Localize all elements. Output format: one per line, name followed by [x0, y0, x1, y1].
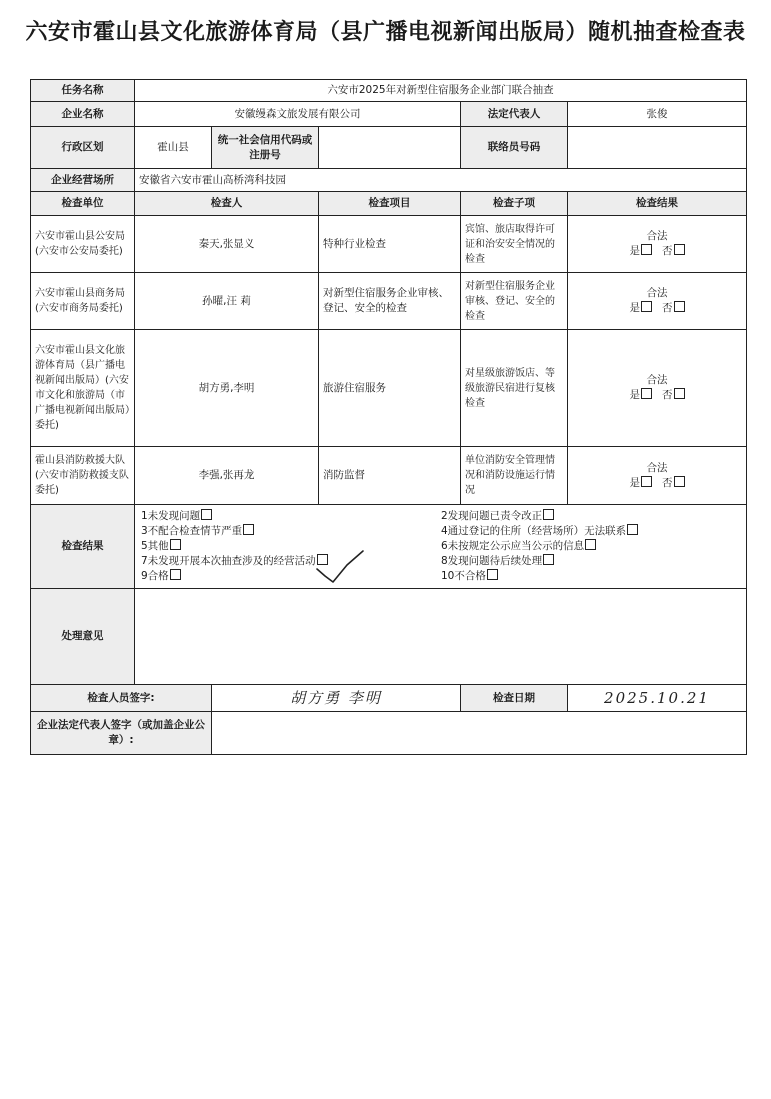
option-checkbox[interactable] [487, 569, 498, 580]
no-label: 否 [662, 302, 673, 314]
result-section-label: 检查结果 [31, 505, 135, 589]
row-result [568, 273, 747, 330]
result-option: 3不配合检查情节严重 [141, 524, 441, 539]
region-label: 行政区划 [31, 127, 135, 169]
header-unit: 检查单位 [31, 192, 135, 216]
result-option: 6未按规定公示应当公示的信息 [441, 539, 746, 554]
legal-label: 合法 [646, 287, 668, 299]
row-subitem: 单位消防安全管理情况和消防设施运行情况 [461, 447, 568, 505]
table-row [31, 216, 747, 273]
row-subitem: 宾馆、旅店取得许可证和治安安全情况的检查 [461, 216, 568, 273]
row-result [568, 330, 747, 447]
option-checkbox[interactable] [243, 524, 254, 535]
address-row [31, 169, 747, 192]
no-checkbox[interactable] [674, 301, 685, 312]
contact-value [568, 127, 747, 169]
region-value: 霍山县 [135, 127, 212, 169]
options-left [141, 509, 441, 584]
legal-label: 合法 [646, 374, 668, 386]
date-label: 检查日期 [461, 685, 568, 712]
company-label: 企业名称 [31, 102, 135, 127]
inspection-form [30, 79, 747, 755]
company-value: 安徽缦森文旅发展有限公司 [135, 102, 461, 127]
header-row [31, 192, 747, 216]
option-checkbox[interactable] [585, 539, 596, 550]
row-unit: 霍山县消防救援大队(六安市消防救援支队委托) [31, 447, 135, 505]
opinion-label: 处理意见 [31, 589, 135, 685]
company-sign-row [31, 712, 747, 755]
date-value[interactable]: 2025.10.21 [568, 685, 747, 712]
yes-checkbox[interactable] [641, 476, 652, 487]
result-option: 1未发现问题 [141, 509, 441, 524]
row-unit: 六安市霍山县公安局(六安市公安局委托) [31, 216, 135, 273]
result-options [135, 505, 747, 589]
credit-code-label: 统一社会信用代码或注册号 [212, 127, 319, 169]
contact-label: 联络员号码 [461, 127, 568, 169]
opinion-value[interactable] [135, 589, 747, 685]
result-option: 8发现问题待后续处理 [441, 554, 746, 569]
row-unit: 六安市霍山县文化旅游体育局（县广播电视新闻出版局）(六安市文化和旅游局（市广播电视新闻出版局）委托) [31, 330, 135, 447]
header-inspector: 检查人 [135, 192, 319, 216]
checkmark-icon [313, 545, 377, 587]
result-option: 4通过登记的住所（经营场所）无法联系 [441, 524, 746, 539]
signature-label: 检查人员签字: [31, 685, 212, 712]
yes-checkbox[interactable] [641, 388, 652, 399]
option-checkbox[interactable] [201, 509, 212, 520]
task-value: 六安市2025年对新型住宿服务企业部门联合抽查 [135, 80, 747, 102]
row-inspector: 李强,张再龙 [135, 447, 319, 505]
result-option: 10不合格 [441, 569, 746, 584]
legal-label: 合法 [646, 461, 668, 474]
yes-checkbox[interactable] [641, 244, 652, 255]
yes-label: 是 [629, 302, 640, 314]
table-row [31, 330, 747, 447]
opinion-row [31, 589, 747, 685]
result-option: 2发现问题已责令改正 [441, 509, 746, 524]
header-item: 检查项目 [319, 192, 461, 216]
legal-rep-value: 张俊 [568, 102, 747, 127]
inspector-signature[interactable]: 胡方勇 李明 [212, 685, 461, 712]
options-right [441, 509, 746, 584]
option-checkbox[interactable] [170, 539, 181, 550]
yes-label: 是 [629, 389, 640, 401]
no-label: 否 [662, 476, 673, 489]
row-inspector: 孙曜,汪 莉 [135, 273, 319, 330]
option-checkbox[interactable] [627, 524, 638, 535]
table-row [31, 447, 747, 505]
row-unit: 六安市霍山县商务局(六安市商务局委托) [31, 273, 135, 330]
row-result [568, 447, 747, 505]
no-label: 否 [662, 389, 673, 401]
address-label: 企业经营场所 [31, 169, 135, 192]
header-result: 检查结果 [568, 192, 747, 216]
yes-label: 是 [629, 476, 640, 489]
row-item: 旅游住宿服务 [319, 330, 461, 447]
page-title: 六安市霍山县文化旅游体育局（县广播电视新闻出版局）随机抽查检查表 [25, 20, 746, 45]
result-option: 7未发现开展本次抽查涉及的经营活动 [141, 554, 441, 569]
result-option: 9合格 [141, 569, 441, 584]
option-checkbox[interactable] [543, 509, 554, 520]
result-option: 5其他 [141, 539, 441, 554]
address-value: 安徽省六安市霍山高桥湾科技园 [135, 169, 747, 192]
result-section-row [31, 505, 747, 589]
yes-label: 是 [629, 245, 640, 257]
option-checkbox[interactable] [170, 569, 181, 580]
yes-checkbox[interactable] [641, 301, 652, 312]
table-row [31, 273, 747, 330]
company-row [31, 102, 747, 127]
company-sign-label: 企业法定代表人签字（或加盖企业公章）: [31, 712, 212, 755]
header-subitem: 检查子项 [461, 192, 568, 216]
credit-code-value [319, 127, 461, 169]
no-label: 否 [662, 245, 673, 257]
region-row [31, 127, 747, 169]
row-item: 对新型住宿服务企业审核、登记、安全的检查 [319, 273, 461, 330]
option-checkbox[interactable] [543, 554, 554, 565]
company-sign-value[interactable] [212, 712, 747, 755]
row-item: 特种行业检查 [319, 216, 461, 273]
signature-row [31, 685, 747, 712]
task-label: 任务名称 [31, 80, 135, 102]
no-checkbox[interactable] [674, 388, 685, 399]
row-inspector: 秦天,张显义 [135, 216, 319, 273]
no-checkbox[interactable] [674, 476, 685, 487]
no-checkbox[interactable] [674, 244, 685, 255]
row-item: 消防监督 [319, 447, 461, 505]
row-subitem: 对新型住宿服务企业审核、登记、安全的检查 [461, 273, 568, 330]
row-result [568, 216, 747, 273]
task-row [31, 80, 747, 102]
row-inspector: 胡方勇,李明 [135, 330, 319, 447]
legal-rep-label: 法定代表人 [461, 102, 568, 127]
legal-label: 合法 [646, 230, 668, 242]
row-subitem: 对星级旅游饭店、等级旅游民宿进行复核检查 [461, 330, 568, 447]
